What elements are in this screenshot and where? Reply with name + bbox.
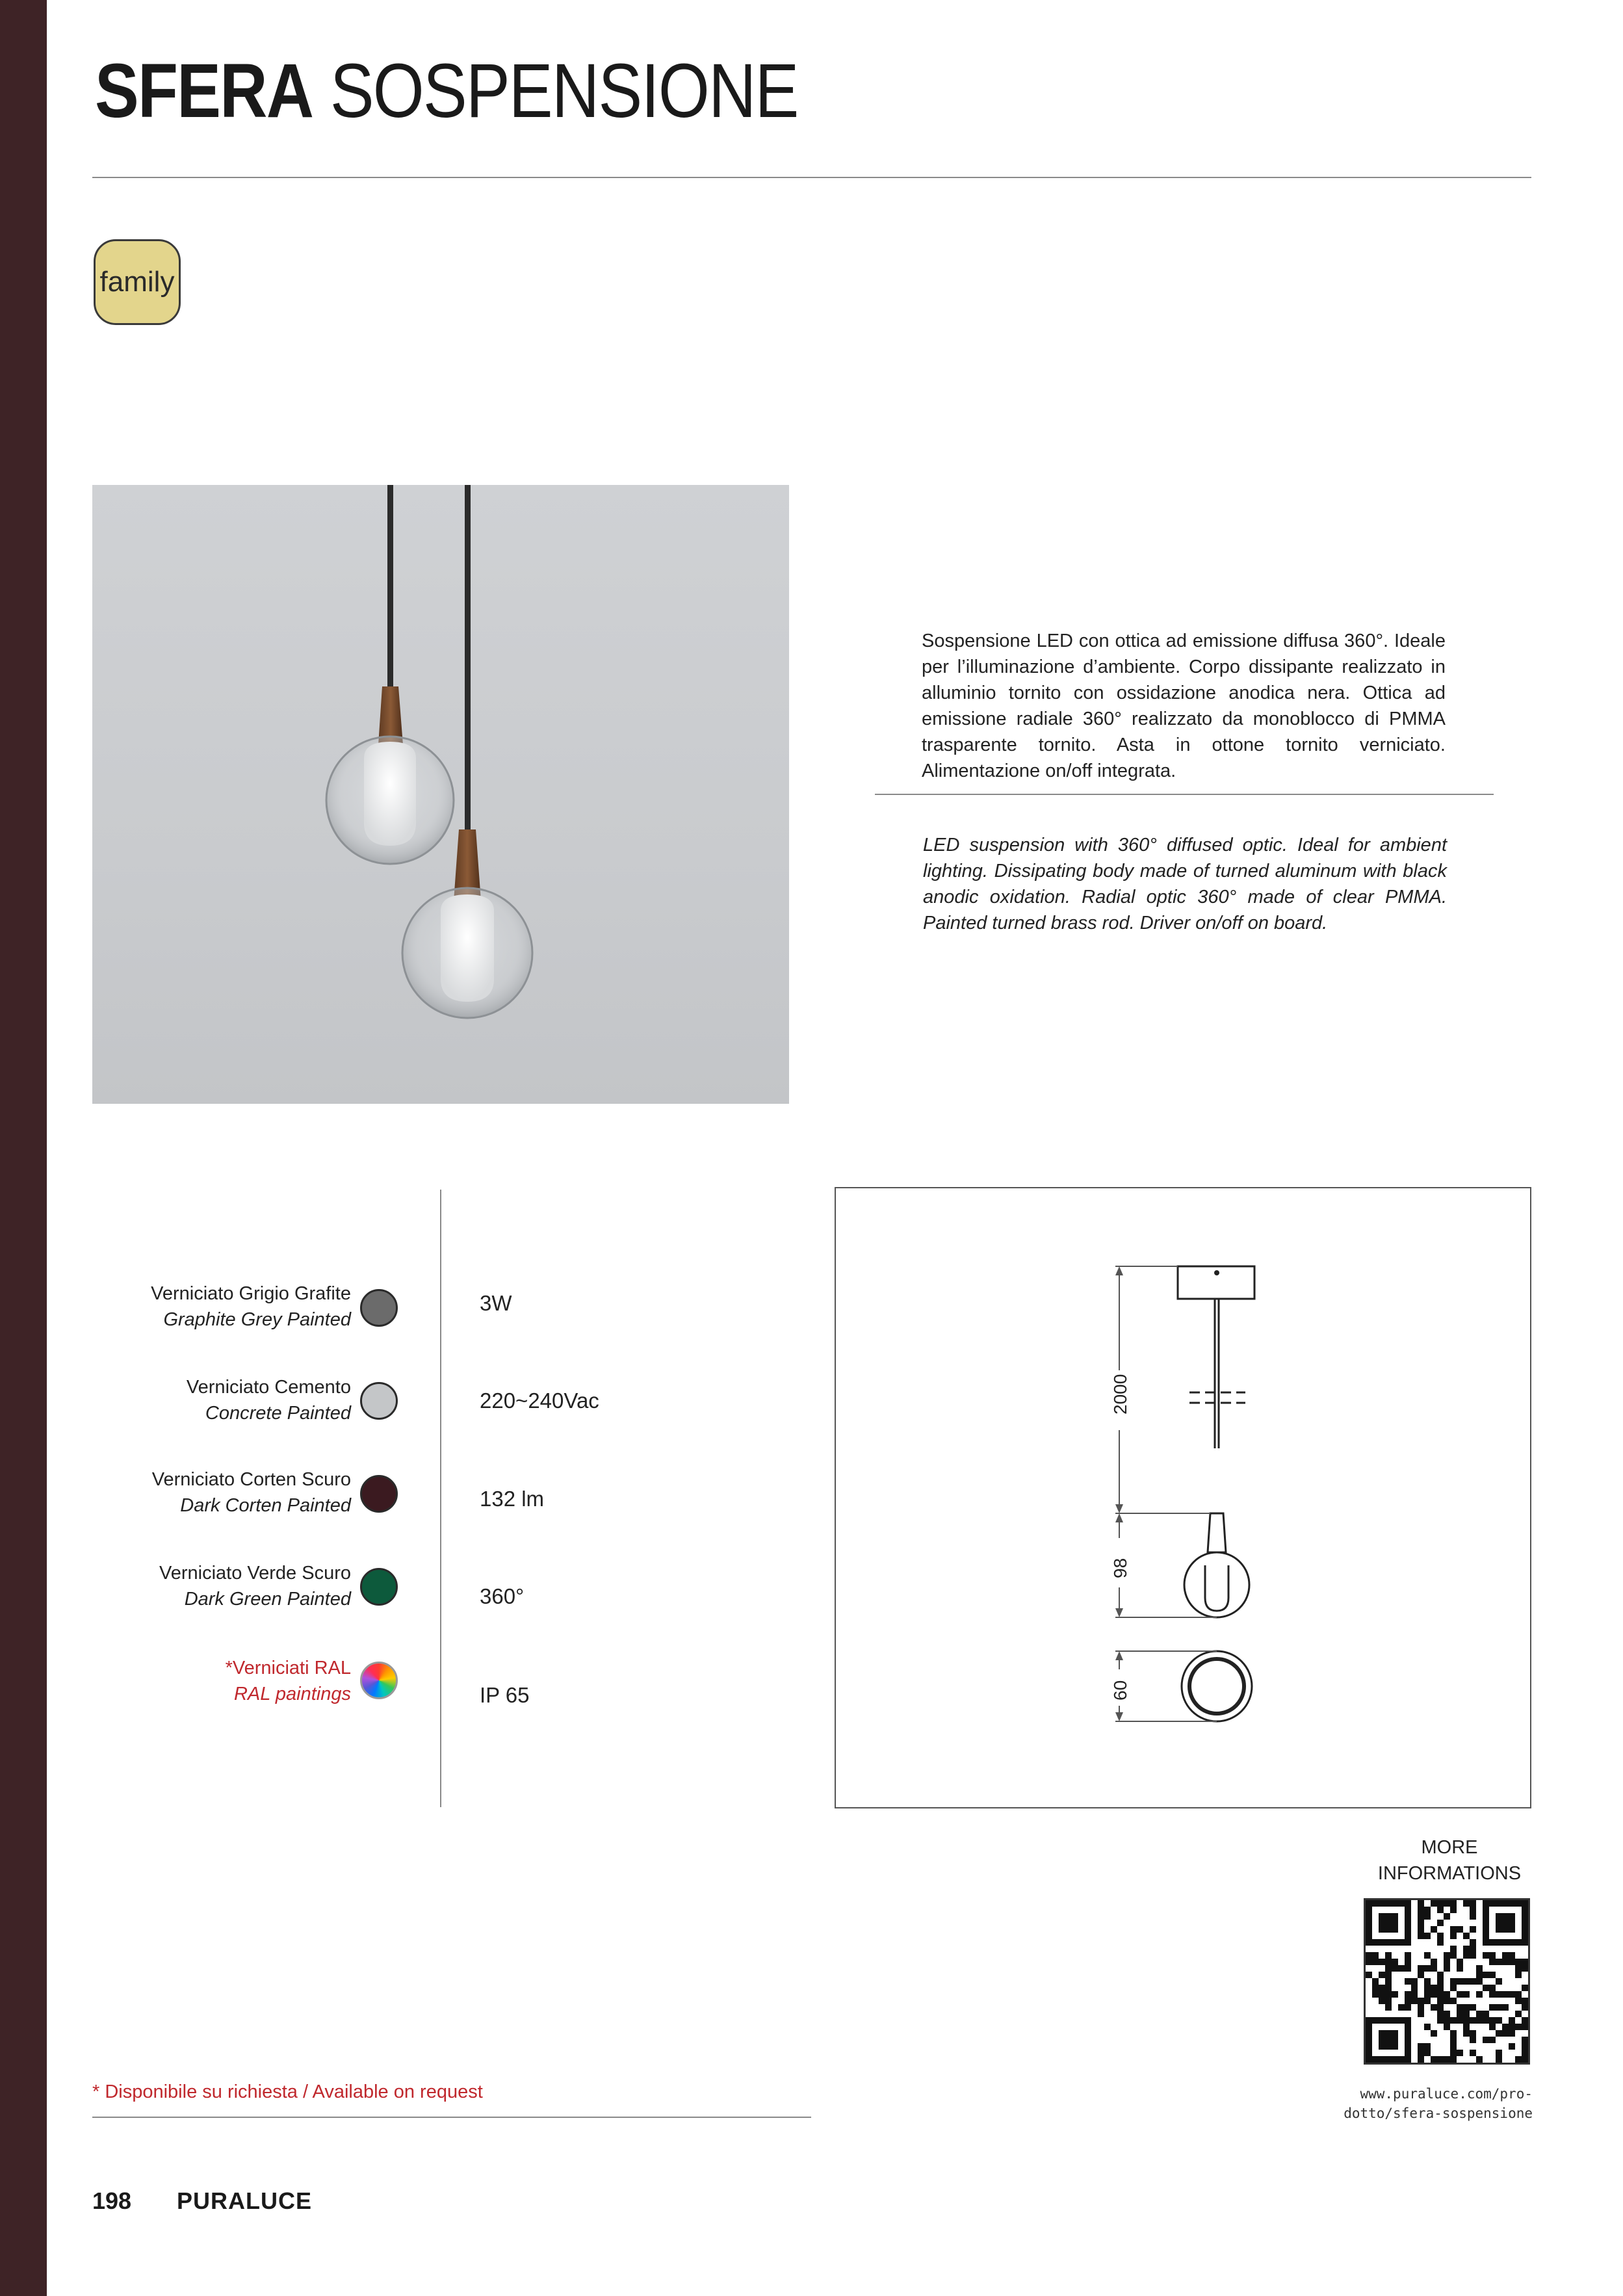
finish-label-en: RAL paintings [233,1684,351,1704]
finish-label-en: Graphite Grey Painted [163,1309,351,1330]
pendant-lamps-image [92,485,789,1104]
spec-lumens: 132 lm [480,1487,545,1511]
swatch-ral-rainbow[interactable] [360,1662,398,1699]
finish-item [0,1281,351,1333]
finish-label-it: Verniciato Cemento [186,1377,351,1398]
title-divider [92,177,1531,178]
dimension-height-label: 98 [1110,1558,1130,1578]
finish-item [0,1560,351,1612]
more-info-line1: MORE [1421,1837,1478,1858]
availability-footnote: * Disponibile su richiesta / Available on request [92,2081,483,2102]
finish-item-ral [0,1655,351,1707]
title-light: SOSPENSIONE [330,48,798,134]
finishes-list [0,1281,351,1775]
finish-label-en: Dark Corten Painted [180,1495,351,1516]
description-divider [875,794,1494,795]
footnote-divider [92,2117,811,2118]
finish-label-it: Verniciato Verde Scuro [159,1563,351,1584]
title-bold: SFERA [95,48,313,134]
url-line2: dotto/sfera-sospensione [1344,2106,1533,2121]
description-english: LED suspension with 360° diffused optic. Ideal for ambient lighting. Dissipating body made of turned aluminum with black anodic oxidation. Radial optic 360° made of clear PMMA. Painted turned brass rod. Driver on/off on board. [923,835,1447,933]
finish-label-en: Dark Green Painted [184,1589,351,1610]
family-badge-label: family [99,266,175,298]
product-photo [92,485,789,1104]
sidebar-strip [0,0,47,2296]
page-title [95,46,798,137]
swatch-graphite-grey[interactable] [360,1289,398,1327]
brand-name: PURALUCE [177,2187,313,2214]
more-info-line2: INFORMATIONS [1377,1863,1522,1884]
finish-label-en: Concrete Painted [205,1403,351,1424]
spec-voltage: 220~240Vac [480,1389,599,1413]
more-info-heading [1352,1834,1547,1886]
qr-code[interactable] [1364,1898,1530,2065]
product-url[interactable] [1300,2084,1533,2123]
page-number: 198 [92,2187,132,2214]
dimension-drawing [836,1188,1530,1807]
finish-label-it: Verniciato Corten Scuro [151,1469,351,1490]
spec-beam-angle: 360° [480,1584,525,1608]
technical-drawing [835,1187,1531,1808]
finish-item [0,1467,351,1519]
swatch-concrete[interactable] [360,1382,398,1420]
spec-power: 3W [480,1291,512,1315]
description-italian: Sospensione LED con ottica ad emissione diffusa 360°. Ideale per l’illuminazione d’ambiente. Corpo dissipante realizzato in alluminio tornito con ossidazione anodica nera. Ottica ad emissione radiale 360° realizzato da monoblocco di PMMA trasparente tornito. Asta in ottone tornito verniciato. Alimentazione on/off integrata. [922,631,1446,781]
qr-code-pattern [1366,1900,1528,2063]
finish-label-it: Verniciato Grigio Grafite [151,1283,351,1304]
dimension-length-label: 2000 [1110,1374,1130,1415]
swatch-dark-corten[interactable] [360,1475,398,1513]
finish-item [0,1374,351,1426]
swatch-dark-green[interactable] [360,1568,398,1606]
specs-divider [440,1190,441,1807]
url-line1: www.puraluce.com/pro- [1360,2086,1533,2102]
dimension-diameter-label: 60 [1110,1680,1130,1701]
spec-ip-rating: IP 65 [480,1683,530,1707]
family-badge[interactable] [94,239,181,325]
finish-label-it: *Verniciati RAL [225,1658,351,1678]
